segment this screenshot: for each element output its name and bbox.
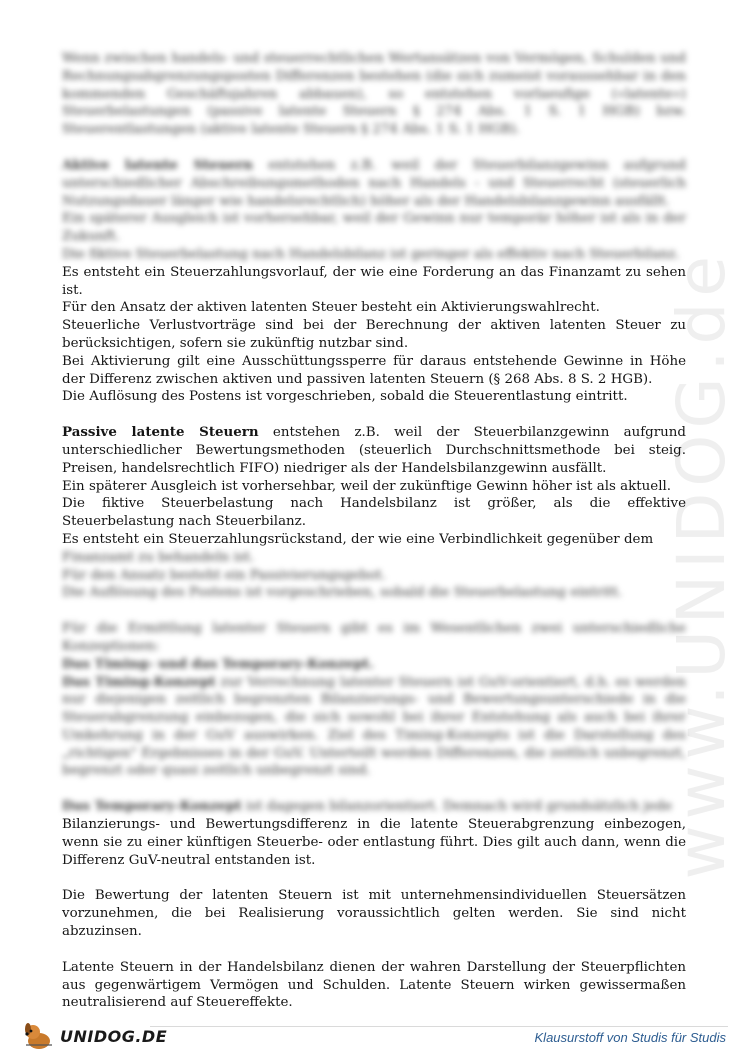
- passive-clear-block: [62, 424, 686, 549]
- aktive-line: Bei Aktivierung gilt eine Ausschüttungssperre für daraus entstehende Gewinne in Höhe der Differenz zwischen aktiven und passiven latenten Steuern (§ 268 Abs. 8 S. 2 HGB).: [62, 353, 686, 387]
- aktive-blurred-line: entstehen z.B. weil der Steuerbilanzgewinn aufgrund unterschiedlicher Abschreibungsmethoden nach Handels - und Steuerrecht (steuerlich Nutzungsdauer länger wie handelsrechtlich) höher als der Handelsbilanzgewinn ausfällt.: [62, 157, 686, 209]
- logo-text: UNIDOG.DE: [60, 1026, 168, 1046]
- unidog-logo[interactable]: [22, 1018, 167, 1054]
- passive-line: Ein späterer Ausgleich ist vorhersehbar, weil der zukünftige Gewinn höher ist als aktuell.: [62, 478, 672, 494]
- aktive-section: [62, 157, 686, 406]
- footer-divider: [150, 1026, 728, 1027]
- temporary-clear-text: Bilanzierungs- und Bewertungsdifferenz in die latente Steuerabgrenzung einbezogen, wenn sie zu einer künftigen Steuerbe- oder entlastung führt. Dies gilt auch dann, wenn die Differenz GuV-neutral entstanden ist.: [62, 817, 686, 868]
- konzepte-subheading: Das Timing- und das Temporary-Konzept.: [62, 655, 374, 672]
- passive-section: [62, 424, 686, 602]
- schluss-paragraph: Latente Steuern in der Handelsbilanz dienen der wahren Darstellung der Steuerpflichten aus gegenwärtigem Vermögen und Schulden. Latente Steuern wirken gewissermaßen neutralisierend auf Steuereffekte.: [62, 959, 686, 1011]
- passive-heading: Passive latente Steuern: [62, 424, 259, 441]
- konzepte-section: [62, 620, 686, 869]
- document-page: [62, 50, 686, 1012]
- temporary-blurred-text: ist dagegen bilanzorientiert. Demnach wird grundsätzlich jede: [245, 799, 673, 815]
- konzepte-intro: Für die Ermittlung latenter Steuern gibt es im Wesentlichen zwei unterschiedliche Konzeptionen:: [62, 621, 686, 654]
- temporary-blurred-line: [62, 798, 686, 816]
- aktive-line: Für den Ansatz der aktiven latenten Steuer besteht ein Aktivierungswahlrecht.: [62, 300, 600, 316]
- passive-blurred-line: Für den Ansatz besteht ein Passivierungsgebot.: [62, 567, 386, 583]
- aktive-blurred-block: [62, 157, 686, 264]
- timing-heading: Das Timing-Konzept: [62, 673, 216, 690]
- timing-text: zur Verrechnung latenter Steuern ist GuV-orientiert, d.h. es werden nur diejenigen zeitlich begrenzten Bilanzierungs- und Bewertungsunterschiede in die Steuerabgrenzung einbezogen, die sich sowohl bei ihrer Entstehung als auch bei ihrer Umkehrung in der GuV auswirken. Ziel des Timing-Konzepts ist die Darstellung des „richtigen" Ergebnisses in der GuV. Unterteilt werden Differenzen, die zeitlich unbegrenzt, begrenzt oder quasi zeitlich unbegrenzt sind.: [62, 674, 686, 779]
- konzepte-blurred-block: [62, 620, 686, 780]
- watermark-text: www.UNIDOG.de: [663, 250, 740, 880]
- passive-line: entstehen z.B. weil der Steuerbilanzgewinn aufgrund unterschiedlicher Bewertungsmethoden (steuerlich Durchschnittsmethode bei steig. Preisen, handelsrechtlich FIFO) niedriger als der Handelsbilanzgewinn ausfällt.: [62, 425, 686, 476]
- aktive-blurred-line: Ein späterer Ausgleich ist vorhersehbar, weil der Gewinn nur temporär höher ist als in der Zukunft.: [62, 211, 686, 245]
- passive-blurred-line: Finanzamt zu behandeln ist.: [62, 549, 255, 565]
- bewertung-paragraph: Die Bewertung der latenten Steuern ist mit unternehmensindividuellen Steuersätzen vorzunehmen, die bei Realisierung voraussichtlich gelten werden. Sie sind nicht abzuzinsen.: [62, 888, 686, 940]
- passive-blurred-block: [62, 549, 686, 602]
- aktive-line: Es entsteht ein Steuerzahlungsvorlauf, der wie eine Forderung an das Finanzamt zu sehen ist.: [62, 264, 686, 298]
- aktive-line: Die Auflösung des Postens ist vorgeschrieben, sobald die Steuerentlastung eintritt.: [62, 389, 628, 405]
- aktive-heading: Aktive latente Steuern: [62, 156, 253, 173]
- intro-paragraph: Wenn zwischen handels- und steuerrechtlichen Wertansätzen von Vermögen, Schulden und Rechnungsabgrenzungsposten Differenzen bestehen (die sich zumeist voraussehbar in den kommenden Geschäftsjahren abbauen), so entstehen vorlaeufige («latente») Steuerbelastungen (passive latente Steuern § 274 Abs. 1 S. 1 HGB) bzw. Steuerentlastungen (aktive latente Steuern § 274 Abs. 1 S. 1 HGB).: [62, 51, 686, 138]
- passive-blurred-line: Die Auflösung des Postens ist vorgeschrieben, sobald die Steuerbelastung eintritt.: [62, 585, 623, 601]
- footer-tagline: Klausurstoff von Studis für Studis: [534, 1030, 726, 1045]
- aktive-clear-block: [62, 264, 686, 406]
- passive-line: Die fiktive Steuerbelastung nach Handelsbilanz ist größer, als die effektive Steuerbelastung nach Steuerbilanz.: [62, 496, 686, 530]
- temporary-heading: Das Temporary-Konzept: [62, 798, 242, 815]
- aktive-blurred-line: Die fiktive Steuerbelastung nach Handelsbilanz ist geringer als effektiv nach Steuerbilanz.: [62, 246, 680, 262]
- aktive-line: Steuerliche Verlustvorträge sind bei der Berechnung der aktiven latenten Steuer zu berücksichtigen, sofern sie zukünftig nutzbar sind.: [62, 318, 686, 351]
- passive-line: Es entsteht ein Steuerzahlungsrückstand, der wie eine Verbindlichkeit gegenüber dem: [62, 531, 654, 547]
- dog-icon: [22, 1019, 56, 1053]
